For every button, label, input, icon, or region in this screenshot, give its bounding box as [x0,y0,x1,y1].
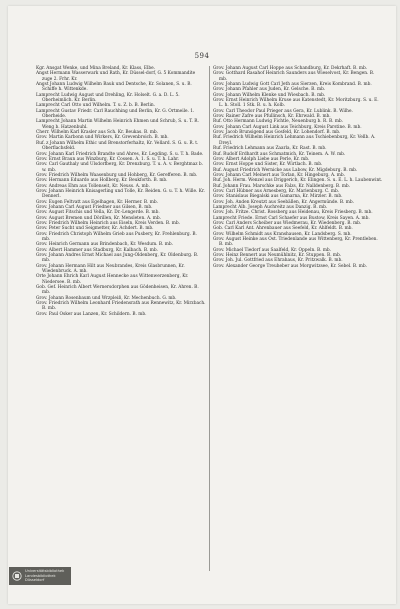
list-entry: Lamprecht Gustav Friedr. Carl Rauchhing und Berlin, Kr. G. Ortmeile. 1. Oberheide. [36,108,195,120]
list-entry: Grov. Martin Karbonn und Wirkers, Kr. Grevenbroich. B. mb. [36,135,169,141]
list-entry: Grov. Albert Adolph Liebe aus Perle, Kr. mb. [213,156,310,162]
list-entry: Grov. Friedrich Wilhelm Leonhard Friedensrath aus Rennewitz, Kr. Mirzbach. B. mb. [36,301,206,312]
list-entry: Grov. Alexander George Treuheber aus Morgwitzsee, Kr. Sebel. B. mb. [213,263,367,269]
list-entry: Grov. Ernst Heinrich Wilhelm Kruse aus Katenstedt, Kr. Moritzburg. S. u. E. L. h. Stoll. 1 Stk. B. u. h. Kolb. [213,98,379,109]
list-entry: Ruf. Rudolf Erdhardt aus Schmatmich, Kr. Teinem. A. W. mb. [213,151,346,157]
list-entry: Grov. Michael Tiedorf aus Saalfeld, Kr. Oppeln. B. mb. [213,247,332,253]
right-column [213,66,383,269]
list-entry: Grov. Friedrich Wilhelm Waasenburg und Hohberg, Kr. Gerefferen. B. mb. [36,172,198,178]
list-entry: Lamprecht Ludwig August und Drehling, Kr. Holselt. G. a. D. L. 5. Oberheimlich. Kr. Berlin. [36,92,180,104]
page-number: 594 [194,52,210,60]
list-entry: Lamprecht Friede. Ernst Carl Schaefer aus Bustow, Kreis Sayen. A. mb. [213,215,370,221]
list-entry: Grov. Albert Hammer aus Stadburg, Kr. Kalbach. B. mb. [36,247,158,253]
list-entry: Grov. Carl Anders Scheiber aus Wiedmerau, Kr. Wiedenberg. B. mb. [213,220,362,226]
list-entry: Lamprecht Alb. Joseph Auchreitz aus Danzig. B. mb. [213,204,328,210]
list-entry: Ruf. z Johann Wilhelm Ethic und Brenstorferhaltz, Kr. Vellard. S. G. u. R. t. Oberflachsfeld. [36,140,199,152]
library-badge-line2: Landesbibliothek Düsseldorf [25,573,56,583]
list-entry: Grov. Johann Hermann Hilt aus Neubrandes, Kreis Glasbrunnen, Kr. Wiedenbruck. A. mb. [36,263,185,275]
list-entry: Orte Johann Ehrich Karl August Hennecke aus Wittenwerzenberg, Kr. Niedersee. B. mb. [36,274,189,285]
list-entry: Grov. Heinrich Germann aus Brindenbach, Kr. Wesdum. B. mb. [36,242,173,248]
list-entry: Lamprecht Carl Otto und Wilhelm. T. u. Z. b. B. Berlin. [36,103,156,109]
list-entry: Grov. Johann Carl August Friedner aus Gilsen, B. mb. [36,204,153,210]
list-entry: Grov. Johann Carl August Link aus Teichburg, Kreis Parstine. B. mb. [213,124,362,130]
list-entry: Angst Hermann Wasserwark und Rath, Kr. Düssel-dorf, G. 5 Kommandite zuge 2. Frhr. Kr. [36,71,196,82]
list-entry: Grov. Gotthard Rasahof Heinrich Saunders aus Wieselvost, Kr. Bengen. B. mb. [213,71,375,82]
list-entry: Grov. August Fitschis und Vella, Kr. Dr.-Lengerde. B. mb. [36,210,160,216]
list-entry: Grov. Friedrich Wilhelm Heinrich aus Eiseln, Kreis Verden. B. mb. [36,220,180,226]
list-entry: Grov. Stanislaus Biegalski aus Gamarna, Kr. Mirzler. B. mb. [213,194,343,200]
list-entry: Grov. Johann Rosenbaum und Wrzpleiß, Kr. Mechenbuch. G. mb. [36,295,177,301]
list-entry: Grov. Johann Ludwig Gott Carl Jeth aus Sierzen, Kreis Kombrand. B. mb. [213,82,372,88]
list-entry: Grov. Joh. Anden Kreutzt aus Seebällen, Kr. Angermünde. B. mb. [213,199,354,205]
library-seal-icon [12,571,22,581]
list-entry: Grov. Johann August Carl Hoppe aus Schandburg, Kr. Dekrhaft. B. mb. [213,66,368,71]
document-page [8,6,396,604]
list-entry: Gob. Carl Karl Ant. Ahrenbauer aus Seefeld, Kr. Ahlfeldt. B. mb. [213,226,353,232]
library-badge-text [25,569,71,582]
library-badge-line1: Universitätsbibliothek [25,569,65,574]
list-entry: Grov. Johann Karl Friedrich Brandte und Ahres, Kr. Legding. S. u. T. h. Bade. [36,151,204,157]
list-entry: Grov. Andreas Ehm aus Tollenseit, Kr. Neuss. A. mb. [36,183,150,189]
list-entry: Grov. Carl Hübner aus Arnesberg, Kr. Marienburg. C. mb. [213,188,340,194]
list-entry: Ruf. Johann Frau. Marschke aus Falzs, Kr. Nalldenberg. B. mb. [213,183,351,189]
list-entry: Grov. August Heinke aus Ost. Triedenlande aus Wittenberg, Kr. Prentleben. B. mb. [213,237,378,248]
list-entry: Grov. Heinz Bennert aus Neumühlnitz, Kr. Stuppen. B. mb. [213,253,342,259]
list-entry: Grov. Johann Carl Meinert aus Torlan, Kr. Hingeburg. A. mb. [213,172,345,178]
library-badge [9,567,71,585]
list-entry: Cherr. Wilhelm Karl Krasler aus Sch. Kr. Beukas. B. mb. [36,130,159,136]
list-entry: Grov. Johann Andres Ernst Michael aus Jung-Oldenberg, Kr. Oldenburg. B. mb. [36,253,199,264]
list-entry: Ruf. Friedrich Wilhelm Heinrich Lehmann aus Tschiebenburg, Kr. Vellb. A. Dreyl. [213,135,376,146]
list-entry: Grov. Carl Theodor Paul Prieger aus Gera, Kr. Lublink. B. Wilhe. [213,108,353,114]
list-entry: Grov. Joh. Jul. Gottfried aus Ehrahaus, Kr. Pritzwalk. B. mb. [213,258,343,264]
column-divider [209,66,210,571]
list-entry: Grov. Wilhelm Schmidt aus Kranshausen, Kr. Landsberg. S. mb. [213,231,352,237]
left-column [36,66,206,317]
list-entry: Ruf. Friedrich Lehmann aus Zaarla, Kr. Rast. B. mb. [213,146,327,152]
list-entry: Grov. Peter Sucht und Seigmetter, Kr. Achdert. B. mb. [36,226,154,232]
list-entry: Ruf. Joh. Herm. Wenzel aus Driggerich, Kr. Elingen. S. u. E. L. h. Laubenwint. [213,178,383,184]
list-entry: Grov. Eugen Feltvatt aus Egelhagen, Kr. Hermer. B. mb. [36,199,158,205]
list-entry: Grov. Rainer Zafre aus Pfullinsch, Kr. Ehrwald. B. mb. [213,114,331,120]
list-entry: Grov. Friedrich Christoph Wilhelm Grieb aus Pusbery, Kr. Frehlenburg. B. mb. [36,231,197,242]
list-entry: Ruf. Otto Hermann Ludwig Fichtle, Neuenburg b. R. B. mb. [213,119,344,125]
list-entry: Grov. Joh. Fritze. Christ. Rossberg aus Heidenau, Kreis Friesberg. B. mb. [213,210,373,216]
list-entry: Grov. Jacob Brunsigend aus Gosfeld, Kr. Lohendorf. B. mb. [213,130,341,136]
list-entry: Grov. Johann Heinrich Knisagerling und Tolle, Kr. Reiden. G. u. T. h. Wille. Kr. Dennerl. [36,188,205,200]
list-entry: Kgr. Ansgat Wenke, und Mina Breland, Kr. Klass, Elbe. [36,66,156,71]
list-entry: Angst Johann Ludwig Wilhelm Bauk und Dentsche, Kr. Solanen, S. u. B. Schiffe h. Wittenkde. [36,82,192,93]
list-entry: Ruf. August Friedrich Wernicke aus Labow, Kr. Migdeburg. B. mb. [213,167,358,173]
list-entry: Lamprecht Johann Martin Wilhelm Heinrich Ehmen und Schrub, S. u. T. R. Weng b. Hatzenbuhl. [36,119,199,130]
list-entry: Grov. Johann Pfahler aus Juden, Kr. Gelsche. B. mb. [213,87,326,93]
list-entry: Grov. Ernst Braun aus Winzburg, Kr. Cossen. A. 1. S. u. T. h. Lahr. [36,156,180,162]
list-entry: Grov. Ernst Hoppe und Sister, Kr. Wirtlach. B. mb. [213,162,323,168]
list-entry: Grov. Johann Wilhelm Klenke und Wiesbach. B. mb. [213,92,326,98]
list-entry: Grov. Hermann Eduardo aus Hollberg, Kr. Beukforth. B. mb. [36,178,168,184]
list-entry: Gob. Gef. Heinrich Albert Wernersdorphen aus Gödenheisen, Kr. Ahren. B. mb. [36,285,199,296]
list-entry: Grov. August Bremen und Dörillen, Kr. Mensleten. A. mb. [36,215,161,221]
list-entry: Grov. Paul Osker aus Lanzen, Kr. Schildern. B. mb. [36,311,147,317]
list-entry: Grov. Carl Gauthaly und Ulsdorfberg, Kr. Drenzburg. T. u. A. v. Berghtmaz b. w. mb. [36,162,203,173]
